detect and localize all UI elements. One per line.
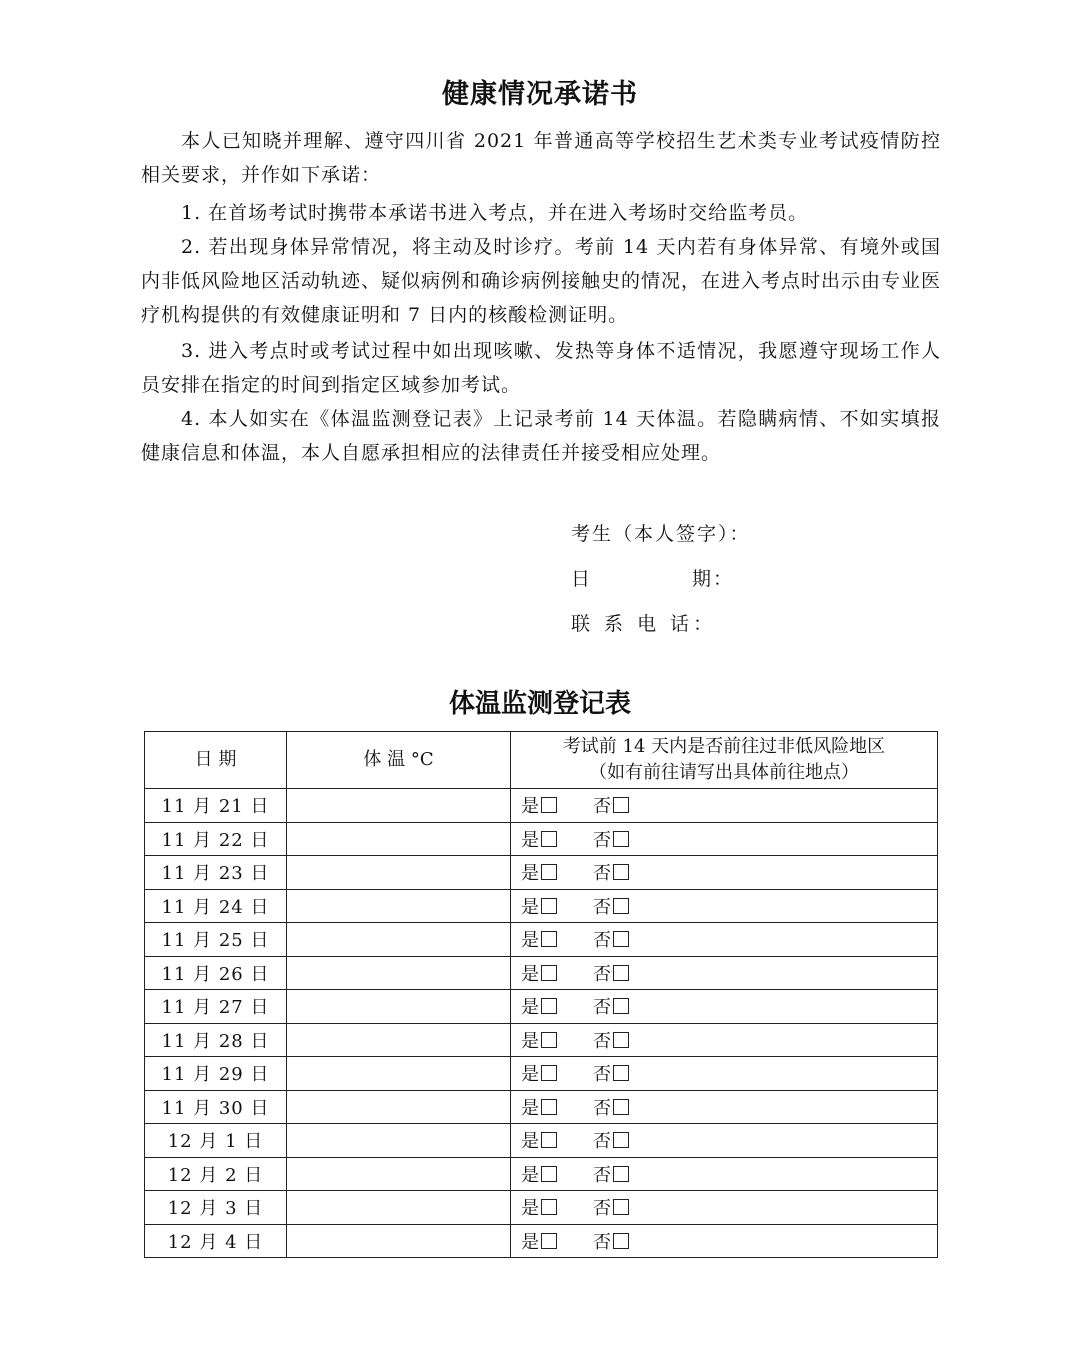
row-date: 11 月 24 日 (145, 889, 287, 923)
no-checkbox[interactable] (613, 1032, 629, 1048)
travel-cell (511, 956, 938, 990)
temperature-cell[interactable] (287, 789, 511, 823)
header-travel-line2: （如有前往请写出具体前往地点） (589, 762, 859, 783)
yes-checkbox[interactable] (541, 1199, 557, 1215)
yes-checkbox[interactable] (541, 998, 557, 1014)
travel-cell (511, 1057, 938, 1091)
letter-item-4: 4. 本人如实在《体温监测登记表》上记录考前 14 天体温。若隐瞒病情、不如实填报健康信息和体温，本人自愿承担相应的法律责任并接受相应处理。 (141, 408, 941, 464)
header-date: 日 期 (145, 732, 287, 789)
travel-cell (511, 1157, 938, 1191)
temperature-cell[interactable] (287, 1057, 511, 1091)
yes-checkbox[interactable] (541, 831, 557, 847)
table-row (145, 1090, 938, 1124)
yes-checkbox[interactable] (541, 1132, 557, 1148)
yes-checkbox[interactable] (541, 1032, 557, 1048)
table-row (145, 822, 938, 856)
letter-title: 健康情况承诺书 (442, 79, 638, 110)
yes-label: 是 (521, 896, 539, 918)
no-checkbox[interactable] (613, 864, 629, 880)
travel-cell (511, 856, 938, 890)
temperature-cell[interactable] (287, 1191, 511, 1225)
no-label: 否 (593, 930, 611, 952)
no-label: 否 (593, 1030, 611, 1052)
no-checkbox[interactable] (613, 797, 629, 813)
no-label: 否 (593, 1231, 611, 1253)
no-checkbox[interactable] (613, 1065, 629, 1081)
temperature-cell[interactable] (287, 1124, 511, 1158)
header-travel (511, 732, 938, 789)
phone-signature-label: 联 系 电 话： (571, 613, 717, 635)
yes-label: 是 (521, 1097, 539, 1119)
yes-checkbox[interactable] (541, 931, 557, 947)
letter-item-3: 3. 进入考点时或考试过程中如出现咳嗽、发热等身体不适情况，我愿遵守现场工作人员安排在指定的时间到指定区域参加考试。 (141, 340, 941, 396)
yes-checkbox[interactable] (541, 1233, 557, 1249)
no-label: 否 (593, 796, 611, 818)
travel-cell (511, 990, 938, 1024)
table-row (145, 1057, 938, 1091)
temperature-register-table (144, 731, 938, 1258)
yes-label: 是 (521, 796, 539, 818)
no-label: 否 (593, 1097, 611, 1119)
yes-label: 是 (521, 930, 539, 952)
temperature-cell[interactable] (287, 822, 511, 856)
no-label: 否 (593, 997, 611, 1019)
table-row (145, 1191, 938, 1225)
temperature-cell[interactable] (287, 1090, 511, 1124)
no-checkbox[interactable] (613, 831, 629, 847)
yes-checkbox[interactable] (541, 965, 557, 981)
temperature-cell[interactable] (287, 856, 511, 890)
no-checkbox[interactable] (613, 965, 629, 981)
no-label: 否 (593, 963, 611, 985)
travel-cell (511, 789, 938, 823)
header-temperature: 体 温 °C (287, 732, 511, 789)
yes-checkbox[interactable] (541, 1099, 557, 1115)
travel-cell (511, 1090, 938, 1124)
table-row (145, 889, 938, 923)
temperature-cell[interactable] (287, 1023, 511, 1057)
row-date: 11 月 27 日 (145, 990, 287, 1024)
table-row (145, 1023, 938, 1057)
letter-item-1: 1. 在首场考试时携带本承诺书进入考点，并在进入考场时交给监考员。 (181, 202, 809, 224)
no-label: 否 (593, 1164, 611, 1186)
no-checkbox[interactable] (613, 1099, 629, 1115)
temperature-cell[interactable] (287, 956, 511, 990)
yes-label: 是 (521, 1030, 539, 1052)
travel-cell (511, 822, 938, 856)
row-date: 11 月 22 日 (145, 822, 287, 856)
row-date: 12 月 3 日 (145, 1191, 287, 1225)
no-label: 否 (593, 1131, 611, 1153)
date-signature-label (571, 564, 734, 591)
no-label: 否 (593, 829, 611, 851)
no-checkbox[interactable] (613, 1132, 629, 1148)
row-date: 11 月 23 日 (145, 856, 287, 890)
register-title: 体温监测登记表 (448, 689, 631, 719)
row-date: 11 月 29 日 (145, 1057, 287, 1091)
yes-checkbox[interactable] (541, 898, 557, 914)
letter-item-2: 2. 若出现身体异常情况，将主动及时诊疗。考前 14 天内若有身体异常、有境外或国内非低风险地区活动轨迹、疑似病例和确诊病例接触史的情况，在进入考点时出示由专业医疗机构提供的有效健康证明和 7 日内的核酸检测证明。 (141, 236, 942, 326)
yes-label: 是 (521, 829, 539, 851)
row-date: 11 月 21 日 (145, 789, 287, 823)
table-header-row (145, 732, 938, 789)
no-checkbox[interactable] (613, 1233, 629, 1249)
table-row (145, 956, 938, 990)
row-date: 11 月 25 日 (145, 923, 287, 957)
row-date: 12 月 1 日 (145, 1124, 287, 1158)
header-travel-line1: 考试前 14 天内是否前往过非低风险地区 (562, 736, 886, 757)
temperature-cell[interactable] (287, 1157, 511, 1191)
row-date: 12 月 4 日 (145, 1224, 287, 1258)
no-checkbox[interactable] (613, 931, 629, 947)
no-checkbox[interactable] (613, 998, 629, 1014)
table-row (145, 856, 938, 890)
yes-label: 是 (521, 1064, 539, 1086)
no-checkbox[interactable] (613, 1199, 629, 1215)
table-row (145, 923, 938, 957)
row-date: 11 月 28 日 (145, 1023, 287, 1057)
travel-cell (511, 923, 938, 957)
date-label-part1: 日 (571, 568, 593, 590)
travel-cell (511, 1191, 938, 1225)
table-row (145, 1124, 938, 1158)
no-label: 否 (593, 863, 611, 885)
table-row (145, 1224, 938, 1258)
examinee-signature-label: 考生（本人签字）： (571, 523, 751, 545)
yes-label: 是 (521, 963, 539, 985)
yes-label: 是 (521, 863, 539, 885)
row-date: 11 月 30 日 (145, 1090, 287, 1124)
yes-label: 是 (521, 1164, 539, 1186)
travel-cell (511, 1023, 938, 1057)
no-checkbox[interactable] (613, 1166, 629, 1182)
letter-intro: 本人已知晓并理解、遵守四川省 2021 年普通高等学校招生艺术类专业考试疫情防控相关要求，并作如下承诺： (141, 130, 941, 186)
date-label-part2: 期： (692, 568, 735, 590)
table-row (145, 990, 938, 1024)
table-row (145, 789, 938, 823)
table-row (145, 1157, 938, 1191)
no-label: 否 (593, 1064, 611, 1086)
row-date: 11 月 26 日 (145, 956, 287, 990)
yes-label: 是 (521, 997, 539, 1019)
yes-checkbox[interactable] (541, 1166, 557, 1182)
no-label: 否 (593, 1198, 611, 1220)
no-label: 否 (593, 896, 611, 918)
yes-checkbox[interactable] (541, 1065, 557, 1081)
no-checkbox[interactable] (613, 898, 629, 914)
row-date: 12 月 2 日 (145, 1157, 287, 1191)
temperature-cell[interactable] (287, 889, 511, 923)
yes-label: 是 (521, 1231, 539, 1253)
yes-checkbox[interactable] (541, 864, 557, 880)
yes-label: 是 (521, 1198, 539, 1220)
temperature-cell[interactable] (287, 1224, 511, 1258)
yes-checkbox[interactable] (541, 797, 557, 813)
temperature-cell[interactable] (287, 923, 511, 957)
yes-label: 是 (521, 1131, 539, 1153)
travel-cell (511, 1224, 938, 1258)
temperature-cell[interactable] (287, 990, 511, 1024)
travel-cell (511, 1124, 938, 1158)
travel-cell (511, 889, 938, 923)
